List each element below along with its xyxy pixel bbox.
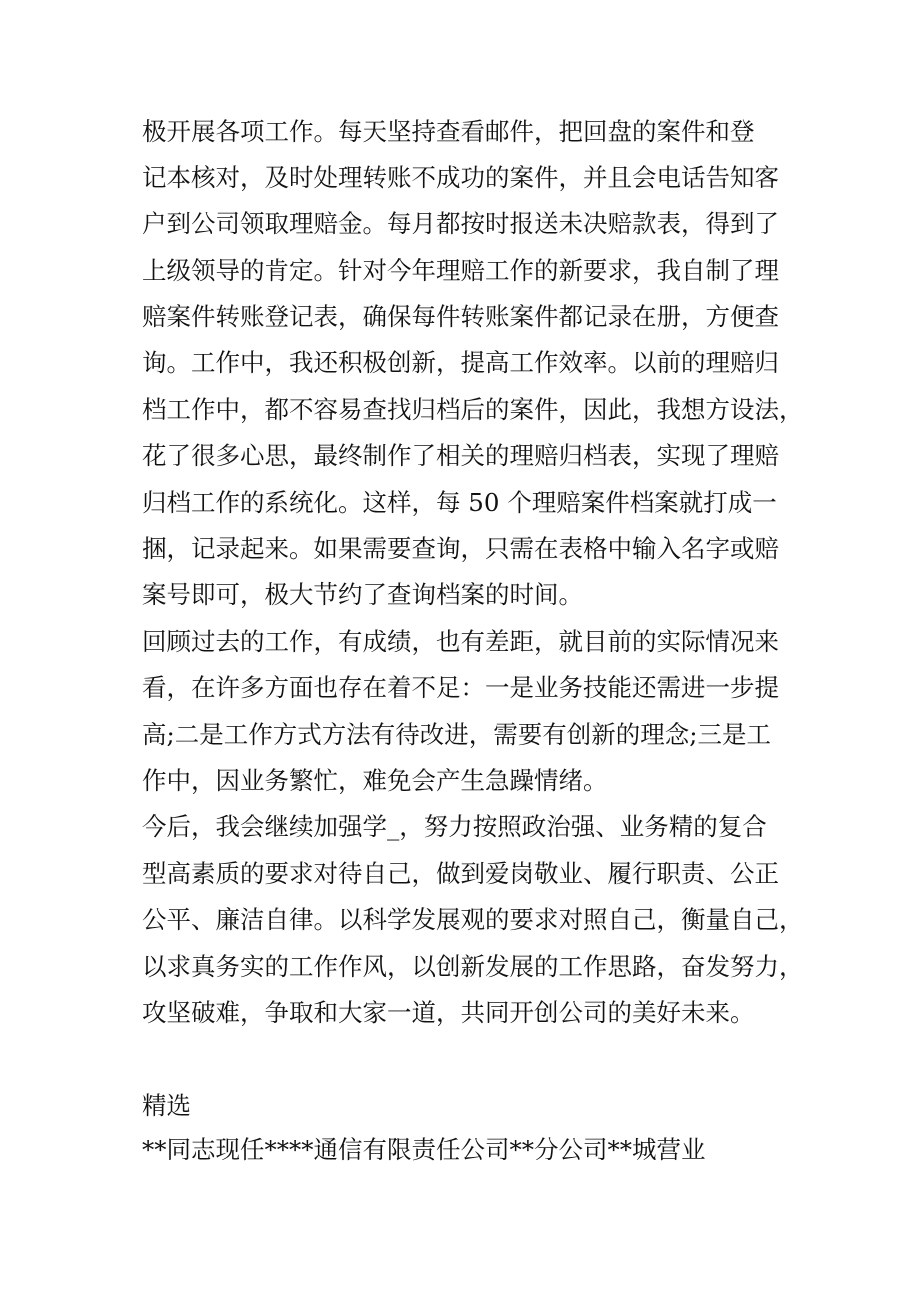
- text-line-3: 户到公司领取理赔金。每月都按时报送未决赔款表，得到了: [142, 209, 779, 238]
- text-line-13: 看，在许多方面也存在着不足：一是业务技能还需进一步提: [142, 673, 779, 702]
- text-line-5: 赔案件转账登记表，确保每件转账案件都记录在册，方便查: [142, 302, 779, 331]
- text-line-2: 记本核对，及时处理转账不成功的案件，并且会电话告知客: [142, 163, 779, 192]
- text-line-4: 上级领导的肯定。针对今年理赔工作的新要求，我自制了理: [142, 256, 779, 285]
- text-line-16: 今后，我会继续加强学_，努力按照政治强、业务精的复合: [142, 812, 767, 841]
- text-line-9: 归档工作的系统化。这样，每 50 个理赔案件档案就打成一: [142, 488, 777, 517]
- text-line-6: 询。工作中，我还积极创新，提高工作效率。以前的理赔归: [142, 348, 779, 377]
- text-line-19: 以求真务实的工作作风，以创新发展的工作思路，奋发努力，: [142, 952, 804, 981]
- text-line-18: 公平、廉洁自律。以科学发展观的要求对照自己，衡量自己，: [142, 905, 804, 934]
- text-line-7: 档工作中，都不容易查找归档后的案件，因此，我想方设法，: [142, 395, 804, 424]
- text-line-22: **同志现任****通信有限责任公司**分公司**城营业: [142, 1135, 706, 1164]
- text-line-20: 攻坚破难，争取和大家一道，共同开创公司的美好未来。: [142, 998, 755, 1027]
- text-line-17: 型高素质的要求对待自己，做到爱岗敬业、履行职责、公正: [142, 859, 779, 888]
- text-line-11: 案号即可，极大节约了查询档案的时间。: [142, 580, 583, 609]
- text-line-21: 精选: [142, 1091, 191, 1120]
- text-line-14: 高;二是工作方式方法有待改进，需要有创新的理念;三是工: [142, 720, 772, 749]
- text-line-12: 回顾过去的工作，有成绩，也有差距，就目前的实际情况来: [142, 627, 779, 656]
- text-line-15: 作中，因业务繁忙，难免会产生急躁情绪。: [142, 766, 608, 795]
- text-line-10: 捆，记录起来。如果需要查询，只需在表格中输入名字或赔: [142, 534, 779, 563]
- text-line-8: 花了很多心思，最终制作了相关的理赔归档表，实现了理赔: [142, 441, 779, 470]
- text-line-1: 极开展各项工作。每天坚持查看邮件，把回盘的案件和登: [142, 117, 755, 146]
